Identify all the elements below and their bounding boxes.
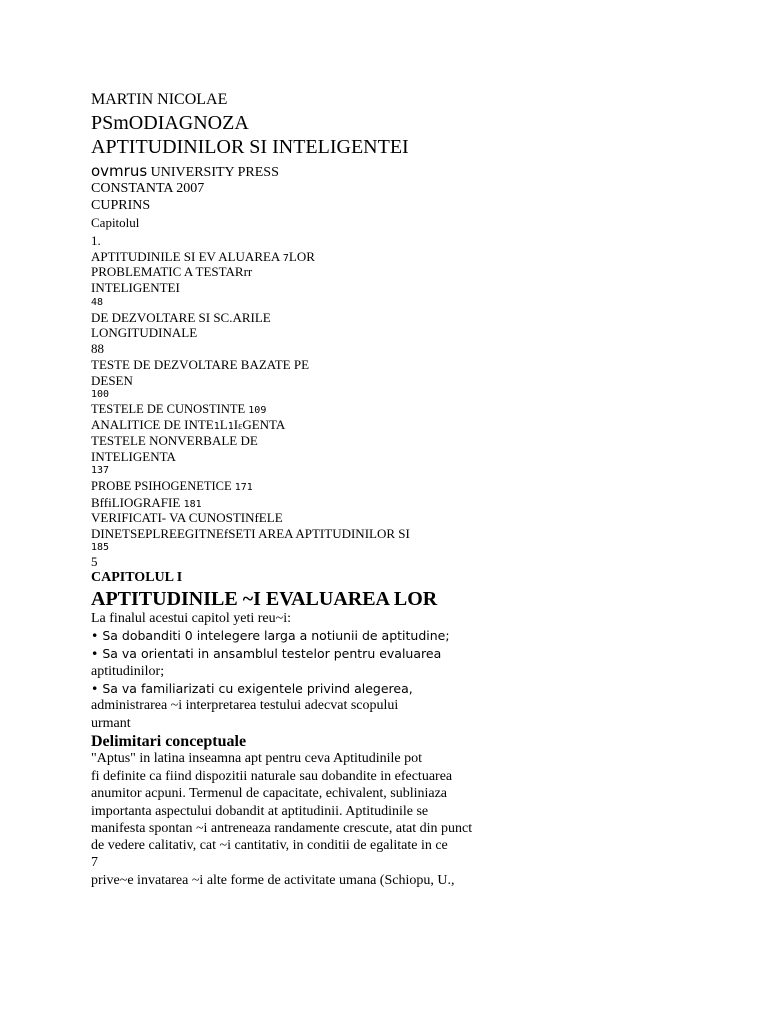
page-number-7: 7	[91, 855, 98, 870]
toc-item-8-num: 171	[234, 482, 253, 493]
toc-item-6-part-a: ANALITICE DE INTE	[91, 417, 214, 432]
paragraph-line-2: fi definite ca fiind dispozitii naturale sau dobandite in efectuarea	[91, 769, 453, 784]
toc-item-1-text: APTITUDINILE SI EV ALUAREA	[91, 249, 283, 264]
toc-item-6-part-g: GENTA	[242, 417, 286, 432]
chapter-title: APTITUDINILE ~I EVALUAREA LOR	[91, 588, 438, 610]
toc-item-7-line-2: INTELIGENTA	[91, 449, 176, 464]
toc-item-9	[91, 496, 202, 510]
paragraph-line-3: anumitor acpuni. Termenul de capacitate, echivalent, subliniaza	[91, 786, 448, 801]
toc-item-4-line-2: DESEN	[91, 373, 133, 388]
paragraph-line-7: prive~e invatarea ~i alte forme de activitate umana (Schiopu, U.,	[91, 873, 455, 888]
toc-page-100: 100	[91, 389, 110, 400]
toc-item-8-text: PROBE PSIHOGENETICE	[91, 479, 235, 493]
publisher-name: UNIVERSITY PRESS	[150, 165, 279, 180]
toc-item-3-line-2: LONGITUDINALE	[91, 325, 198, 340]
objective-bullet-1: • Sa dobanditi 0 intelegere larga a notiunii de aptitudine;	[91, 628, 450, 643]
place-year: CONSTANTA 2007	[91, 181, 205, 196]
chapter-intro: La finalul acestui capitol yeti reu~i:	[91, 611, 291, 626]
publisher-prefix: ovmrus	[91, 162, 148, 180]
objective-bullet-2-line-2: aptitudinilor;	[91, 664, 165, 679]
toc-page-48: 48	[91, 297, 104, 308]
toc-item-1	[91, 250, 315, 264]
toc-item-10-line-2: DINETSEPLREEGITNEfSETI AREA APTITUDINILOR SI	[91, 526, 410, 541]
toc-item-5	[91, 403, 266, 416]
toc-chapter-number: 1.	[91, 233, 101, 248]
toc-item-6-part-d: 1	[227, 421, 234, 432]
toc-item-5-text: TESTELE DE CUNOSTINTE	[91, 402, 249, 416]
toc-item-10-line-1: VERIFICATI- VA CUNOSTINfELE	[91, 510, 283, 525]
toc-item-6-part-c: L	[219, 417, 228, 432]
toc-heading: CUPRINS	[91, 198, 151, 213]
toc-item-3-line-1: DE DEZVOLTARE SI SC.ARILE	[91, 310, 271, 325]
toc-item-2-line-1: PROBLEMATIC A TESTARrr	[91, 264, 253, 279]
book-title-line-1: PSmODIAGNOZA	[91, 112, 249, 134]
toc-item-2-line-2: INTELIGENTEI	[91, 280, 180, 295]
toc-page-88: 88	[91, 341, 104, 356]
toc-item-4-line-1: TESTE DE DEZVOLTARE BAZATE PE	[91, 357, 310, 372]
toc-item-6	[91, 418, 285, 432]
toc-item-7-line-1: TESTELE NONVERBALE DE	[91, 433, 258, 448]
paragraph-line-1: "Aptus" in latina inseamna apt pentru ceva Aptitudinile pot	[91, 751, 423, 766]
toc-page-5: 5	[91, 554, 98, 569]
chapter-label: CAPITOLUL I	[91, 570, 183, 585]
toc-item-5-num: 109	[248, 405, 267, 416]
toc-chapter-word: Capitolul	[91, 215, 140, 230]
toc-item-6-part-b: 1	[213, 421, 220, 432]
toc-item-6-part-e: I	[233, 417, 239, 432]
toc-item-9-text: BffiLIOGRAFIE	[91, 495, 184, 510]
toc-page-185: 185	[91, 542, 110, 553]
paragraph-line-5: manifesta spontan ~i antreneaza randamente crescute, atat din punct	[91, 821, 473, 836]
toc-item-6-part-f: ε	[238, 421, 243, 432]
toc-item-8	[91, 480, 253, 493]
objective-bullet-3-line-2: administrarea ~i interpretarea testului adecvat scopului	[91, 698, 399, 713]
paragraph-line-6: de vedere calitativ, cat ~i cantitativ, in conditii de egalitate in ce	[91, 838, 448, 853]
objective-bullet-2-line-1: • Sa va orientati in ansamblul testelor pentru evaluarea	[91, 646, 442, 661]
publisher-line	[91, 164, 279, 180]
objective-bullet-3-line-3: urmant	[91, 716, 131, 731]
toc-item-1-num: 7	[282, 253, 289, 264]
author-name: MARTIN NICOLAE	[91, 91, 228, 108]
toc-item-1-text-end: LOR	[288, 249, 315, 264]
objective-bullet-3-line-1: • Sa va familiarizati cu exigentele privind alegerea,	[91, 681, 413, 696]
book-title-line-2: APTITUDINILOR SI INTELIGENTEI	[91, 136, 409, 158]
paragraph-line-4: importanta aspectului dobandit at aptitudinii. Aptitudinile se	[91, 804, 429, 819]
toc-item-9-num: 181	[183, 499, 202, 510]
toc-page-137: 137	[91, 465, 110, 476]
section-heading: Delimitari conceptuale	[91, 733, 247, 750]
